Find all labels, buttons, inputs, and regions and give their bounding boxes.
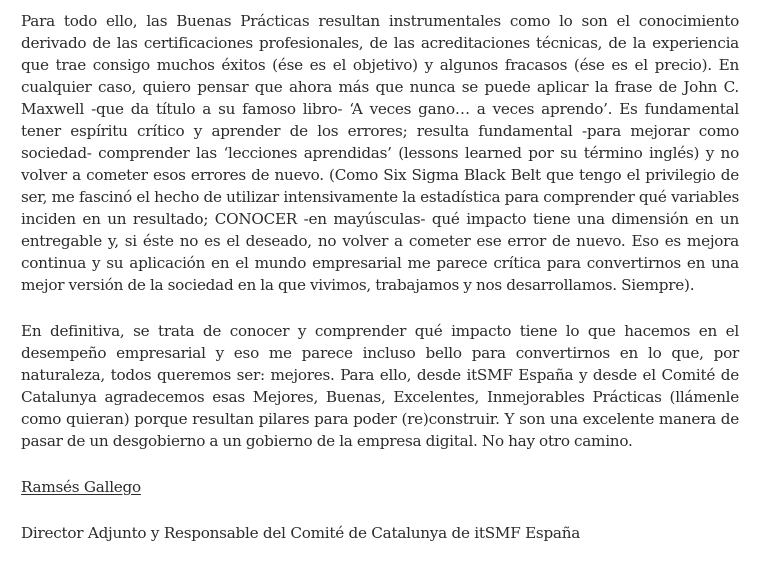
paragraph-buenas-practicas: Para todo ello, las Buenas Prácticas resultan instrumentales como lo son el conocimiento derivado de las certificaciones profesionales, de las acreditaciones técnicas, de la experiencia que trae consigo muchos éxitos (ése es el objetivo) y algunos fracasos (ése es el precio). En cualquier caso, quiero pensar que ahora más que nunca se puede aplicar la frase de John C. Maxwell -que da título a su famoso libro- ‘A veces gano… a veces aprendo’. Es fundamental tener espíritu crítico y aprender de los errores; resulta fundamental -para mejorar como sociedad- comprender las ‘lecciones aprendidas’ (lessons learned por su término inglés) y no volver a cometer esos errores de nuevo. (Como Six Sigma Black Belt que tengo el privilegio de ser, me fascinó el hecho de utilizar intensivamente la estadística para comprender qué variables inciden en un resultado; CONOCER -en mayúsculas- qué impacto tiene una dimensión en un entregable y, si éste no es el deseado, no volver a cometer ese error de nuevo. Eso es mejora continua y su aplicación en el mundo empresarial me parece crítica para convertirnos en una mejor versión de la sociedad en la que vivimos, trabajamos y nos desarrollamos. Siempre). [21,12,739,294]
article-body [21,10,739,544]
author-name-link[interactable]: Ramsés Gallego [21,478,141,496]
author-role: Director Adjunto y Responsable del Comité de Catalunya de itSMF España [21,524,581,542]
paragraph-en-definitiva: En definitiva, se trata de conocer y comprender qué impacto tiene lo que hacemos en el desempeño empresarial y eso me parece incluso bello para convertirnos en lo que, por naturaleza, todos queremos ser: mejores. Para ello, desde itSMF España y desde el Comité de Catalunya agradecemos esas Mejores, Buenas, Excelentes, Inmejorables Prácticas (llámenle como quieran) porque resultan pilares para poder (re)construir. Y son una excelente manera de pasar de un desgobierno a un gobierno de la empresa digital. No hay otro camino. [21,322,739,450]
author-signature [21,476,739,498]
